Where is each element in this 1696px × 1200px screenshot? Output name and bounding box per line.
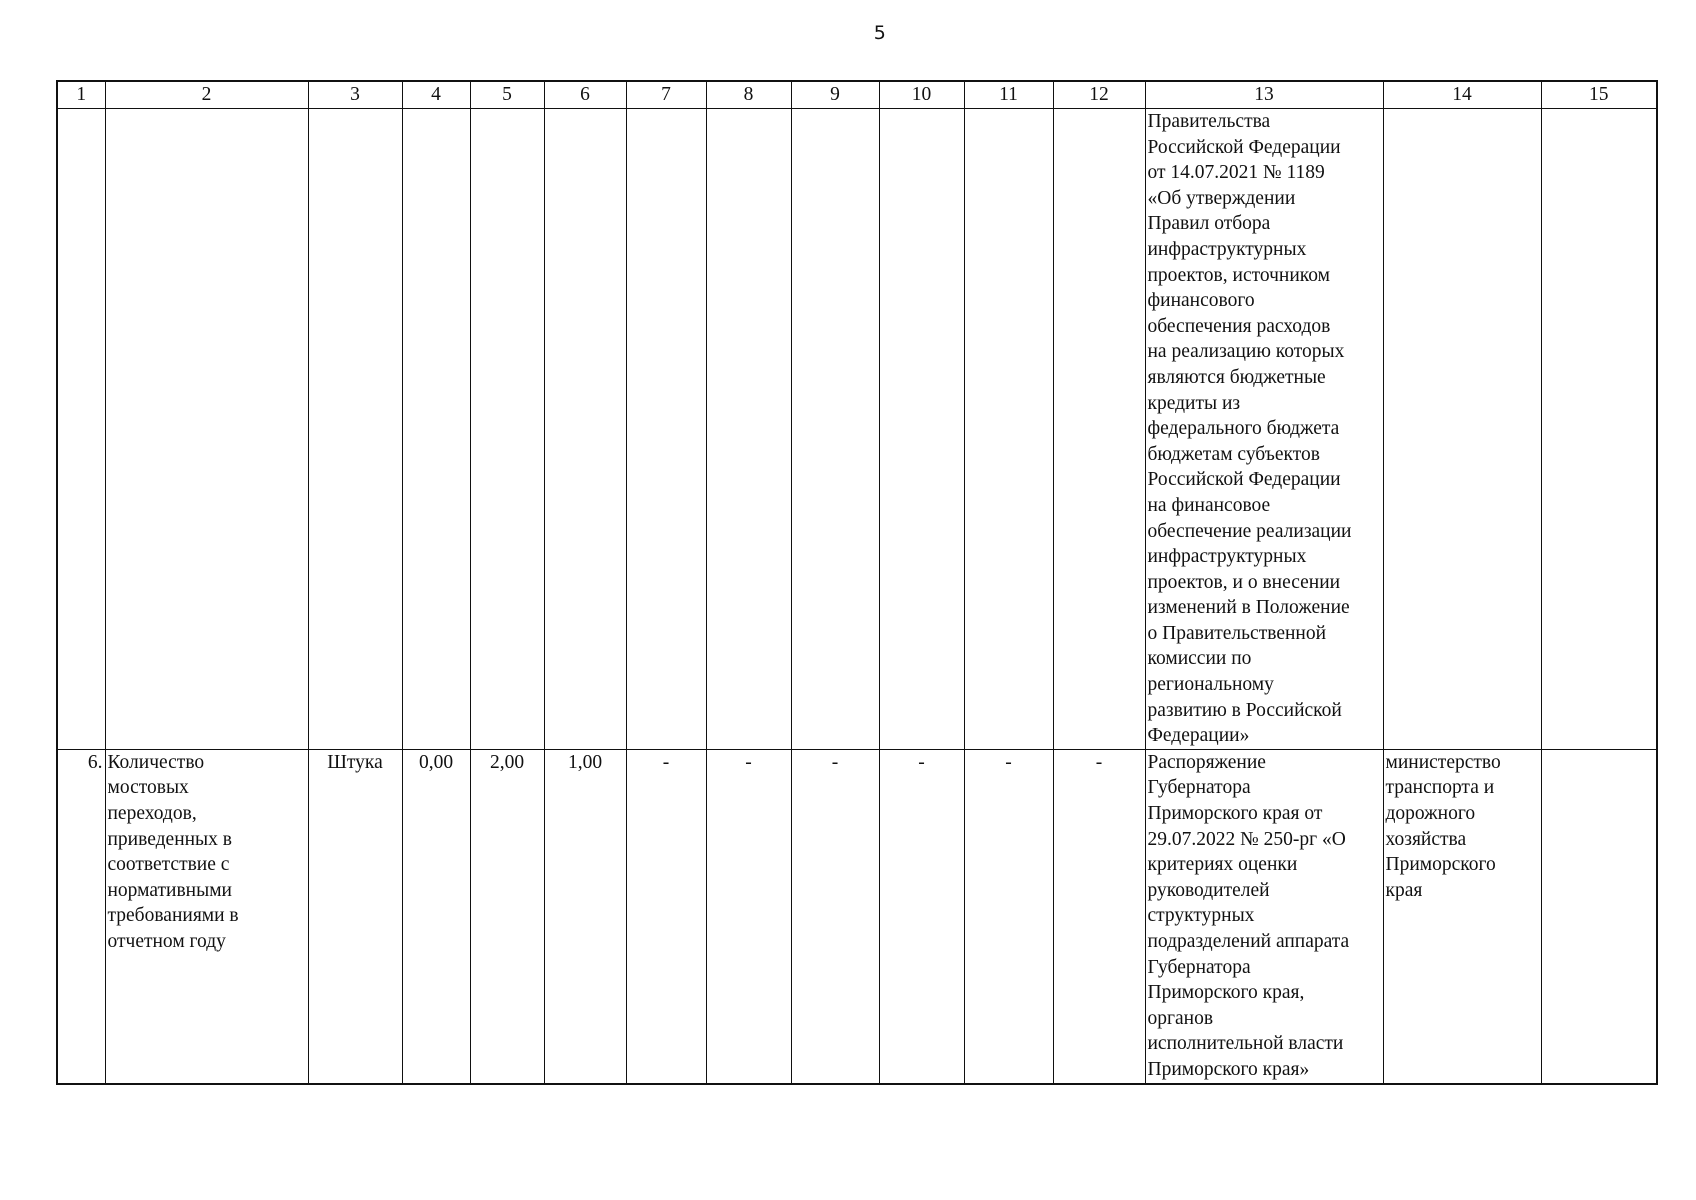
value-col-8: - — [745, 751, 752, 773]
indicator-name: Количество мостовых переходов, приведенных в соответствие с нормативными требованиями в отчетном году — [107, 751, 239, 952]
table-cell — [308, 749, 402, 1083]
column-header: 12 — [1053, 81, 1145, 109]
table-cell — [706, 749, 791, 1083]
responsible-body: министерство транспорта и дорожного хозяйства Приморского края — [1385, 751, 1501, 901]
column-header: 4 — [402, 81, 470, 109]
table-cell — [1145, 109, 1383, 750]
column-header: 9 — [791, 81, 879, 109]
table-cell — [1053, 749, 1145, 1083]
column-header: 7 — [626, 81, 706, 109]
table-cell — [1383, 749, 1541, 1083]
table-cell — [1541, 109, 1657, 750]
page-number: 5 — [873, 22, 887, 44]
table-cell — [544, 109, 626, 750]
column-header: 8 — [706, 81, 791, 109]
value-col-6: 1,00 — [567, 751, 603, 773]
column-header: 14 — [1383, 81, 1541, 109]
cell-text: Правительства Российской Федерации от 14.07.2021 № 1189 «Об утверждении Правил отбора инфраструктурных проектов, источником финансового обеспечения расходов на реализацию которых являются бюджетные кредиты из федерального бюджета бюджетам субъектов Российской Федерации на финансовое обеспечение реализации инфраструктурных проектов, и о внесении изменений в Положение о Правительственной комиссии по региональному развитию в Российской Федерации» — [1147, 111, 1352, 747]
unit-of-measure: Штука — [327, 751, 383, 773]
table-cell — [308, 109, 402, 750]
value-col-9: - — [831, 751, 839, 773]
table-cell — [1383, 109, 1541, 750]
value-col-11: - — [1005, 751, 1012, 773]
table-cell — [791, 109, 879, 750]
table-cell — [879, 749, 964, 1083]
value-col-5: 2,00 — [489, 751, 525, 773]
value-col-10: - — [918, 751, 925, 773]
table-cell — [57, 749, 105, 1083]
table-row — [57, 749, 1657, 1083]
column-header: 15 — [1541, 81, 1657, 109]
value-col-7: - — [662, 751, 670, 773]
table-cell — [964, 109, 1053, 750]
legal-basis: Распоряжение Губернатора Приморского края от 29.07.2022 № 250-рг «О критериях оценки руководителей структурных подразделений аппарата Губернатора Приморского края, органов исполнительной власти Приморского края» — [1147, 751, 1350, 1080]
table-cell — [1145, 749, 1383, 1083]
column-header: 2 — [105, 81, 308, 109]
table-cell — [402, 749, 470, 1083]
table-cell — [544, 749, 626, 1083]
table-cell — [879, 109, 964, 750]
table-cell — [964, 749, 1053, 1083]
column-header: 10 — [879, 81, 964, 109]
column-header: 5 — [470, 81, 544, 109]
table-cell — [1053, 109, 1145, 750]
header-row — [57, 81, 1657, 109]
value-col-12: - — [1095, 751, 1103, 773]
column-header: 6 — [544, 81, 626, 109]
table-cell — [626, 749, 706, 1083]
column-header: 1 — [57, 81, 105, 109]
table-cell — [470, 749, 544, 1083]
table-cell — [105, 109, 308, 750]
column-header: 11 — [964, 81, 1053, 109]
column-header: 3 — [308, 81, 402, 109]
table-row — [57, 109, 1657, 750]
table-cell — [57, 109, 105, 750]
table-cell — [402, 109, 470, 750]
table-cell — [1541, 749, 1657, 1083]
table-cell — [105, 749, 308, 1083]
table-cell — [791, 749, 879, 1083]
row-number: 6. — [87, 751, 103, 773]
table-cell — [706, 109, 791, 750]
value-col-4: 0,00 — [418, 751, 454, 773]
table-cell — [470, 109, 544, 750]
document-table — [56, 80, 1658, 1085]
table-cell — [626, 109, 706, 750]
column-header: 13 — [1145, 81, 1383, 109]
